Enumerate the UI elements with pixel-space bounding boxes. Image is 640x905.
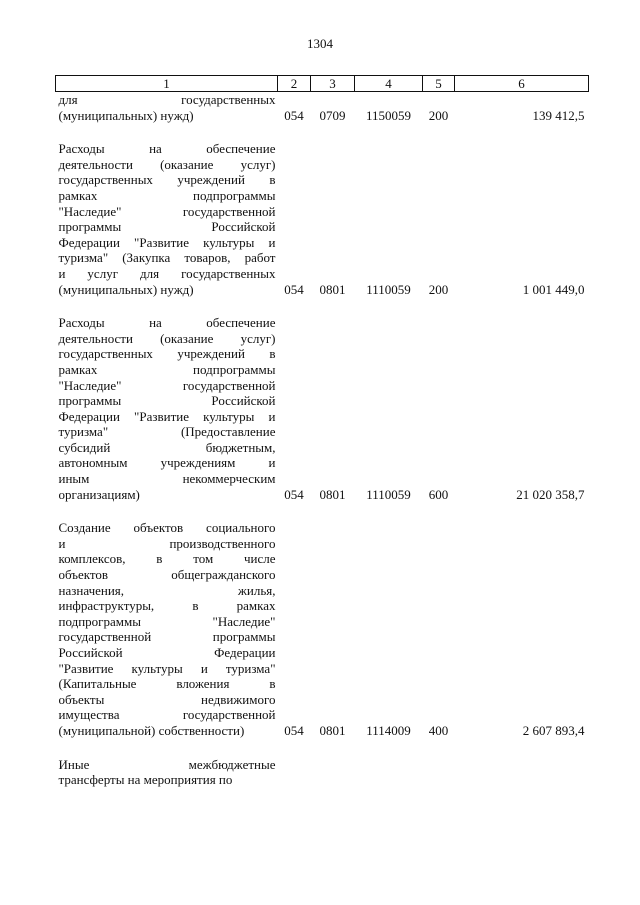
row-expense-type: 200: [428, 281, 449, 297]
description-line: (муниципальных) нужд): [58, 107, 194, 123]
description-line: и услуг для государственных: [58, 265, 276, 281]
description-line: программы Российской: [58, 393, 276, 409]
description-line: (Капитальные вложения в: [58, 676, 276, 692]
row-target-code: [355, 757, 423, 788]
row-target-code: 1110059: [366, 486, 411, 502]
description-line: туризма" (Предоставление: [58, 424, 276, 440]
row-section-code: 0709: [319, 107, 346, 123]
row-section-code: [311, 757, 355, 788]
row-expense-type: [423, 757, 455, 788]
description-line: Создание объектов социального: [58, 520, 276, 536]
description-line: туризма" (Закупка товаров, работ: [58, 250, 276, 266]
row-expense-type: 200: [428, 107, 449, 123]
description-line: Расходы на обеспечение: [58, 315, 276, 331]
row-ministry-code: 054: [284, 722, 304, 738]
description-line: "Наследие" государственной: [58, 203, 276, 219]
row-ministry-code: 054: [284, 486, 304, 502]
description-line: Расходы на обеспечение: [58, 141, 276, 157]
table-row: [56, 757, 589, 788]
description-line: организациям): [58, 486, 140, 502]
row-amount: 2 607 893,4: [522, 722, 585, 738]
page-number: 1304: [307, 36, 333, 51]
description-line: субсидий бюджетным,: [58, 439, 276, 455]
row-description: [56, 757, 278, 788]
row-ministry-code: 054: [284, 281, 304, 297]
row-section-code: 0801: [319, 281, 346, 297]
row-description: [56, 141, 278, 297]
row-description: [56, 315, 278, 502]
row-spacer: [56, 123, 589, 141]
description-line: объектов общегражданского: [58, 567, 276, 583]
description-line: автономным учреждениям и: [58, 455, 276, 471]
description-line: рамках подпрограммы: [58, 187, 276, 203]
row-spacer: [56, 739, 589, 757]
row-target-code: 1114009: [366, 722, 411, 738]
header-col-6: 6: [455, 76, 589, 92]
description-line: инфраструктуры, в рамках: [58, 598, 276, 614]
description-line: трансферты на мероприятия по: [58, 772, 233, 788]
row-spacer: [56, 502, 589, 520]
description-line: Иные межбюджетные: [58, 756, 276, 772]
description-line: (муниципальной) собственности): [58, 722, 245, 738]
row-target-code: 1150059: [365, 107, 412, 123]
header-col-3: 3: [311, 76, 355, 92]
description-line: "Наследие" государственной: [58, 377, 276, 393]
description-line: деятельности (оказание услуг): [58, 156, 276, 172]
row-spacer: [56, 297, 589, 315]
description-line: назначения, жилья,: [58, 582, 276, 598]
header-col-1: 1: [56, 76, 278, 92]
row-amount: 1 001 449,0: [522, 281, 585, 297]
row-ministry-code: [278, 757, 311, 788]
row-target-code: 1110059: [366, 281, 411, 297]
description-line: Российской Федерации: [58, 645, 276, 660]
row-expense-type: 400: [428, 722, 449, 738]
row-amount: [455, 757, 589, 788]
description-line: рамках подпрограммы: [58, 361, 276, 377]
description-line: программы Российской: [58, 219, 276, 235]
description-line: для государственных: [58, 92, 276, 107]
description-line: комплексов, в том числе: [58, 551, 276, 567]
description-line: имущества государственной: [58, 707, 276, 723]
row-description: [56, 520, 278, 738]
description-line: Федерации "Развитие культуры и: [58, 408, 276, 424]
row-expense-type: 600: [428, 486, 449, 502]
header-col-2: 2: [278, 76, 311, 92]
table-row: [56, 520, 589, 738]
description-line: иным некоммерческим: [58, 471, 276, 487]
row-section-code: 0801: [319, 722, 346, 738]
description-line: подпрограммы "Наследие": [58, 613, 276, 629]
description-line: Федерации "Развитие культуры и: [58, 234, 276, 250]
row-section-code: 0801: [319, 486, 346, 502]
header-col-5: 5: [423, 76, 455, 92]
table-body: [56, 92, 589, 788]
table-row: [56, 92, 589, 124]
description-line: и производственного: [58, 535, 276, 551]
description-line: деятельности (оказание услуг): [58, 330, 276, 346]
table-row: [56, 141, 589, 297]
row-description: [56, 92, 278, 124]
row-amount: 21 020 358,7: [516, 486, 585, 502]
description-line: "Развитие культуры и туризма": [58, 660, 276, 676]
description-line: (муниципальных) нужд): [58, 281, 194, 297]
table-row: [56, 315, 589, 502]
header-col-4: 4: [355, 76, 423, 92]
description-line: объекты недвижимого: [58, 691, 276, 707]
table-header: [56, 76, 589, 92]
budget-table: [55, 75, 589, 788]
description-line: государственных учреждений в: [58, 172, 276, 188]
row-ministry-code: 054: [284, 107, 304, 123]
row-amount: 139 412,5: [532, 107, 585, 123]
description-line: государственных учреждений в: [58, 346, 276, 362]
description-line: государственной программы: [58, 629, 276, 645]
